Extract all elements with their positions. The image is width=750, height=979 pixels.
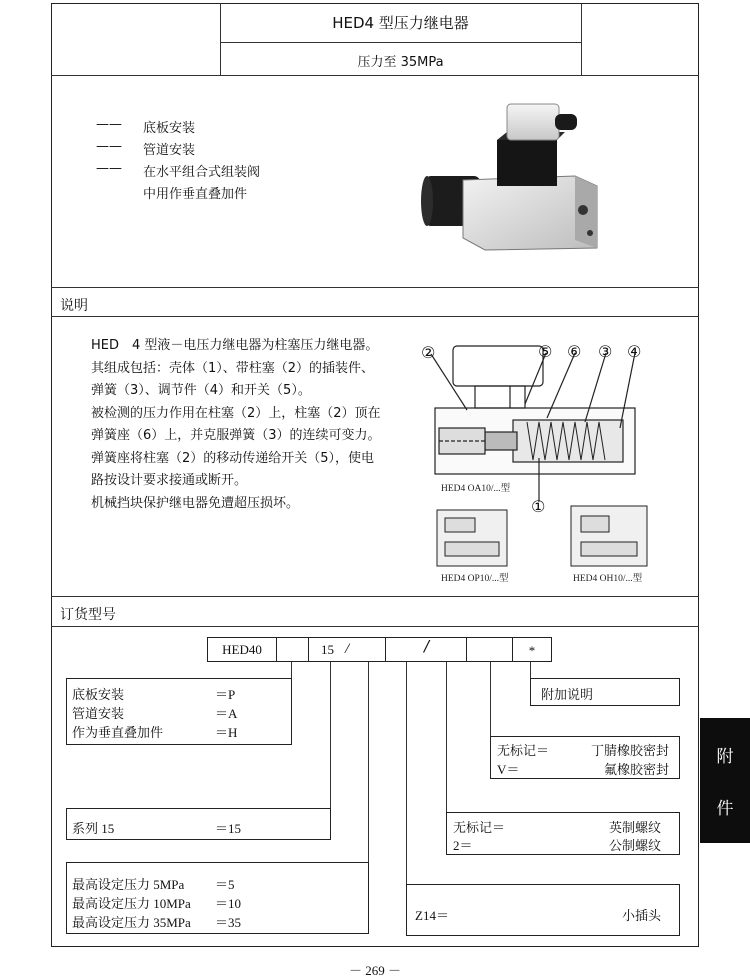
header-mid-rule [220,42,581,43]
list-dash: —— [96,161,122,176]
feature-list [96,117,296,205]
section-rule-4 [51,626,699,627]
code-cell-mounting [276,637,309,662]
section-heading-order: 订货型号 [60,607,116,623]
option-value: ＝A [215,706,238,721]
option-label: 无标记＝ [453,820,506,835]
diagram-caption-oa: HED4 OA10/...型 [441,484,511,494]
callout-2: ② [421,343,436,362]
option-value: ＝35 [215,915,242,930]
description-line: 弹簧（3）、调节件（4）和开关（5）。 [91,383,311,398]
header-bottom-rule [51,75,699,76]
connector-line [330,662,331,809]
callout-5: ⑤ [538,342,553,361]
callout-3: ③ [598,342,613,361]
header-right-divider [581,3,582,75]
code-separator: / [424,637,430,655]
option-value: 氟橡胶密封 [603,762,669,777]
option-label: 2＝ [453,838,473,853]
option-label: 最高设定压力 10MPa [72,896,191,911]
code-cell-series [308,637,386,662]
option-label: 最高设定压力 35MPa [72,915,191,930]
option-value: ＝10 [215,896,242,911]
option-value: 丁腈橡胶密封 [590,743,669,758]
description-line: 其组成包括：壳体（1）、带柱塞（2）的插装件、 [91,360,375,376]
callout-4: ④ [627,342,642,361]
option-label: 附加说明 [541,687,594,702]
series-box [66,808,331,840]
list-item [96,117,296,139]
connector-line [446,662,447,813]
list-item [96,139,296,161]
callout-6: ⑥ [567,342,582,361]
section-heading-description: 说明 [60,298,88,314]
callout-1: ① [531,497,546,516]
option-value: ＝H [215,725,238,740]
option-value: 英制螺纹 [608,820,661,835]
code-cell-seal [466,637,513,662]
list-dash: —— [96,139,122,154]
diagram-caption-op: HED4 OP10/...型 [441,574,509,584]
option-label: 无标记＝ [497,743,550,758]
connector-line [291,662,292,679]
connector-line [530,662,531,679]
mounting-options-box [66,678,292,745]
list-item [96,183,296,205]
list-item-text: 在水平组合式组装阀 [143,165,261,180]
connector-line [490,662,491,737]
description-line: 机械挡块保护继电器免遭超压损坏。 [91,495,300,511]
description-line: 弹簧座（6）上，并克服弹簧（3）的连续可变力。 [91,428,381,443]
page-title: HED4 型压力继电器 [332,14,469,32]
option-label: 作为垂直叠加件 [72,725,164,740]
option-value: ＝15 [215,821,242,836]
code-cell-extra: * [512,637,552,662]
pressure-options-box [66,862,369,934]
connector-line [368,662,369,863]
thread-options-box [446,812,680,855]
list-item-text: 底板安装 [143,121,196,136]
option-label: 底板安装 [72,687,125,702]
seal-options-box [490,736,680,779]
diagram-caption-oh: HED4 OH10/...型 [573,574,643,584]
list-item-text: 管道安装 [143,143,196,158]
option-label: V＝ [497,762,520,777]
section-rule-2 [51,316,699,317]
option-value: ＝P [215,687,236,702]
side-tab-char: 件 [716,799,734,819]
plug-option-box [406,884,680,936]
option-value: 公制螺纹 [608,838,661,853]
list-item [96,161,296,183]
option-label: 最高设定压力 5MPa [72,877,185,892]
option-value: 小插头 [621,908,661,923]
description-line: HED 4 型液－电压力继电器为柱塞压力继电器。 [91,338,379,353]
page-number: － 269 － [348,963,401,978]
code-separator: / [345,641,350,657]
section-rule-1 [51,287,699,288]
extra-info-box [530,678,680,706]
side-tab-char: 附 [716,747,734,767]
option-label: 系列 15 [72,821,115,836]
description-line: 路按设计要求接通或断开。 [91,473,248,488]
option-label: Z14＝ [415,908,449,923]
connector-line [406,662,407,884]
section-rule-3 [51,596,699,597]
appendix-side-tab [700,718,750,843]
description-text [91,335,401,515]
description-line: 弹簧座将柱塞（2）的移动传递给开关（5），使电 [91,450,375,466]
code-cell-model: HED40 [207,637,277,662]
product-photo [415,98,615,258]
page-subtitle: 压力至 35MPa [357,55,444,70]
code-series-text: 15 [321,642,334,657]
option-label: 管道安装 [72,706,125,721]
cross-section-diagram [415,338,665,588]
option-value: ＝5 [215,877,235,892]
list-item-text: 中用作垂直叠加件 [143,187,248,202]
list-dash: —— [96,117,122,132]
description-line: 被检测的压力作用在柱塞（2）上，柱塞（2）顶在 [91,405,381,421]
code-cell-plug [385,637,467,662]
